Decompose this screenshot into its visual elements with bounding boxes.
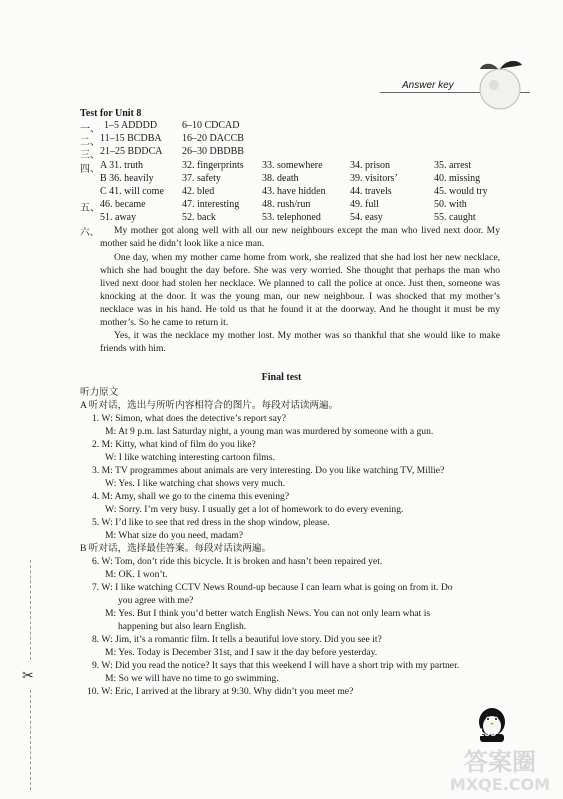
dialogue-line: 1. W: Simon, what does the detective’s report say? — [92, 413, 286, 424]
cut-line — [30, 560, 31, 660]
writing-paragraph: Yes, it was the necklace my mother lost. My mother was so thankful that she would like to make friends with him. — [100, 330, 500, 354]
dialogue-line: happening but also learn English. — [118, 621, 247, 632]
dialogue-line: 5. W: I’d like to see that red dress in the shop window, please. — [92, 517, 330, 528]
blank-answer: 43. have hidden — [262, 186, 326, 197]
blank-answer: 45. would try — [434, 186, 488, 197]
blank-answer: 39. visitors’ — [350, 173, 398, 184]
page-number: 155 — [478, 727, 497, 739]
blank-answer: 51. away — [100, 212, 137, 223]
watermark-logo — [440, 740, 560, 795]
blank-answer: 33. somewhere — [262, 160, 323, 171]
section-b-instruction: B 听对话，选择最佳答案。每段对话读两遍。 — [80, 543, 272, 554]
final-test-title: Final test — [261, 372, 302, 383]
section-number: 五、 — [80, 203, 100, 214]
section-number: 三、 — [80, 150, 100, 161]
dialogue-line: W: I like watching interesting cartoon films. — [105, 452, 275, 463]
dialogue-line: 10. W: Eric, I arrived at the library at 9:30. Why didn’t you meet me? — [87, 686, 354, 697]
blank-answer: 48. rush/run — [262, 199, 311, 210]
dialogue-line: you agree with me? — [118, 595, 194, 606]
writing-paragraph: One day, when my mother came home from work, she realized that she had lost her new necklace, which she had bought the day before. She was very worried. She thought that perhaps the man who lived next door had stolen her necklace. We planned to call the police at once. Just then, someone was knocking at the door. It was the young man, our new neighbour. I was shocked that my mother’s necklace was in his hand. He told us that he found it at the doorway. And he thought it must be my mother’s. So he came to return it. — [100, 252, 500, 328]
dialogue-line: 2. M: Kitty, what kind of film do you like? — [92, 439, 256, 450]
dialogue-line: W: Sorry. I’m very busy. I usually get a lot of homework to do every evening. — [105, 504, 404, 515]
blank-answer: 40. missing — [434, 173, 481, 184]
blank-answer: 55. caught — [434, 212, 476, 223]
answer-group: 11–15 BCDBA — [100, 133, 162, 144]
blank-answer: 34. prison — [350, 160, 390, 171]
answer-group: 26–30 DBDBB — [182, 146, 244, 157]
blank-answer: 44. travels — [350, 186, 392, 197]
blank-answer: A 31. truth — [100, 160, 144, 171]
blank-answer: 47. interesting — [182, 199, 240, 210]
svg-text:答案圈: 答案圈 — [464, 748, 536, 776]
blank-answer: 35. arrest — [434, 160, 472, 171]
dialogue-line: W: Yes. I like watching chat shows very much. — [105, 478, 286, 489]
dialogue-line: 6. W: Tom, don’t ride this bicycle. It is broken and hasn’t been repaired yet. — [92, 556, 383, 567]
dialogue-line: M: At 9 p.m. last Saturday night, a young man was murdered by someone with a gun. — [105, 426, 434, 437]
dialogue-line: M: OK. I won’t. — [105, 569, 168, 580]
blank-answer: 46. became — [100, 199, 146, 210]
dialogue-line: 8. W: Jim, it’s a romantic film. It tells a beautiful love story. Did you see it? — [92, 634, 382, 645]
dialogue-line: M: Yes. But I think you’d better watch English News. You can not only learn what is — [105, 608, 431, 619]
blank-answer: 54. easy — [350, 212, 383, 223]
answer-group: 1–5 ADDDD — [104, 120, 158, 131]
dialogue-line: M: So we will have no time to go swimming. — [105, 673, 279, 684]
answer-group: 21–25 BDDCA — [100, 146, 163, 157]
answer-group: 16–20 DACCB — [182, 133, 244, 144]
blank-answer: 37. safety — [182, 173, 221, 184]
unit-title: Test for Unit 8 — [80, 108, 142, 119]
section-a-instruction: A 听对话，选出与所听内容相符合的图片。每段对话读两遍。 — [80, 400, 339, 411]
blank-answer: 32. fingerprints — [182, 160, 244, 171]
svg-text:MXQE.COM: MXQE.COM — [449, 775, 551, 794]
answer-key-label: Answer key — [402, 80, 454, 91]
section-number: 六、 — [80, 227, 100, 238]
dialogue-line: 3. M: TV programmes about animals are very interesting. Do you like watching TV, Millie? — [92, 465, 445, 476]
writing-paragraph: My mother got along well with all our new neighbours except the man who lived next door. My mother said he didn’t look like a nice man. — [100, 225, 500, 249]
answer-group: 6–10 CDCAD — [182, 120, 240, 131]
section-number: 四、 — [80, 164, 100, 175]
blank-answer: 38. death — [262, 173, 299, 184]
blank-answer: 49. full — [350, 199, 379, 210]
section-number: 二、 — [80, 137, 100, 148]
transcript-label: 听力原文 — [80, 387, 119, 398]
dialogue-line: M: Yes. Today is December 31st, and I saw it the day before yesterday. — [105, 647, 378, 658]
blank-answer: C 41. will come — [100, 186, 164, 197]
blank-answer: 52. back — [182, 212, 216, 223]
dialogue-line: 7. W: I like watching CCTV News Round-up because I can learn what is going on from it. Do — [92, 582, 453, 593]
scissors-icon: ✂ — [22, 669, 34, 684]
cut-line — [30, 690, 31, 790]
blank-answer: 50. with — [434, 199, 467, 210]
blank-answer: 42. bled — [182, 186, 215, 197]
blank-answer: B 36. heavily — [100, 173, 154, 184]
fruit-icon — [470, 55, 528, 113]
dialogue-line: M: What size do you need, madam? — [105, 530, 244, 541]
dialogue-line: 9. W: Did you read the notice? It says that this weekend I will have a short trip with my partner. — [92, 660, 460, 671]
blank-answer: 53. telephoned — [262, 212, 321, 223]
section-number: 一、 — [80, 124, 100, 135]
dialogue-line: 4. M: Amy, shall we go to the cinema this evening? — [92, 491, 290, 502]
